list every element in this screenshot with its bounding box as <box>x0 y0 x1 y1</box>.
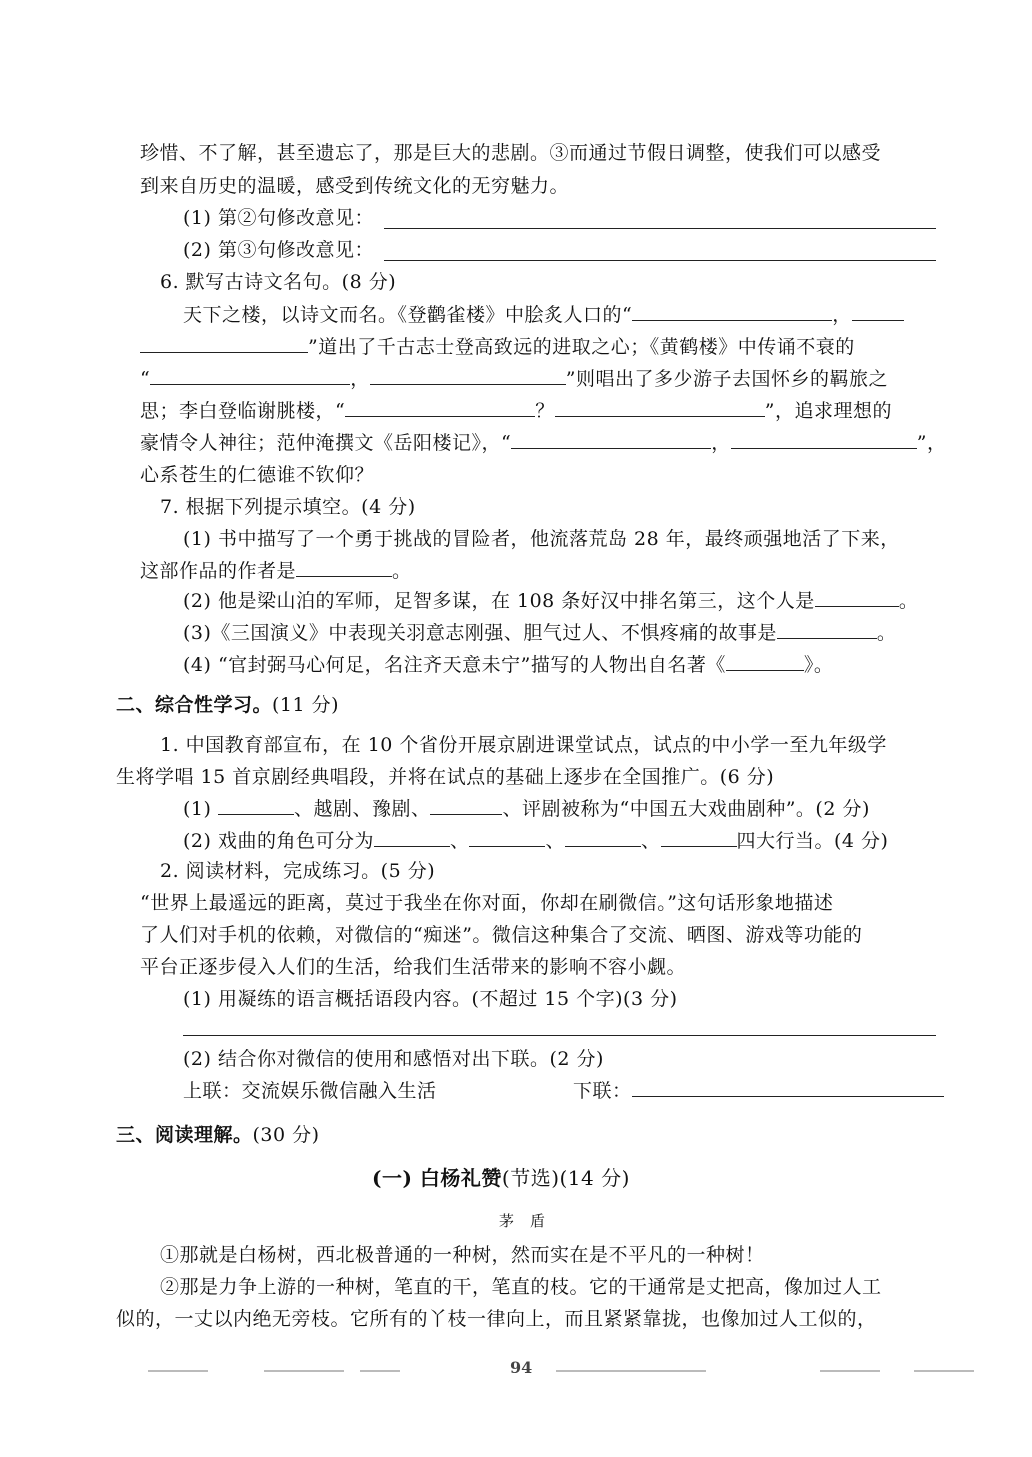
revision-question-1: (1) 第②句修改意见： <box>183 207 374 229</box>
reading-paragraph: ②那是力争上游的一种树，笔直的干，笔直的枝。它的干通常是丈把高，像加过人工 <box>160 1276 882 1298</box>
q6-line-4: 思；李白登临谢朓楼，“ ？ ”，追求理想的 <box>140 400 892 422</box>
q6-line-1: 天下之楼，以诗文而名。《登鹳雀楼》中脍炙人口的“ ， <box>183 302 904 328</box>
q7-item-4: (4) “官封弼马心何足，名注齐天意未宁”描写的人物出自名著《 》。 <box>183 654 834 676</box>
blank[interactable] <box>296 558 392 577</box>
blank[interactable] <box>726 652 804 671</box>
footer-rule <box>820 1370 880 1372</box>
blank[interactable] <box>150 366 350 385</box>
s2-item-2: (2) 戏曲的角色可分为 、 、 、 四大行当。(4 分) <box>183 830 889 852</box>
footer-rule <box>556 1370 706 1372</box>
reading-author: 茅 盾 <box>499 1212 546 1230</box>
material-sub-1: (1) 用凝练的语言概括语段内容。(不超过 15 个字)(3 分) <box>183 988 678 1010</box>
paragraph-line: 到来自历史的温暖，感受到传统文化的无穷魅力。 <box>140 175 570 197</box>
q6-line-6: 心系苍生的仁德谁不钦仰？ <box>140 464 375 486</box>
reading-title: (一) 白杨礼赞(节选)(14 分) <box>372 1166 630 1190</box>
answer-line[interactable] <box>183 1035 936 1036</box>
blank[interactable] <box>370 366 566 385</box>
footer-rule <box>264 1370 344 1372</box>
answer-line[interactable] <box>384 228 936 229</box>
couplet-first-line: 上联：交流娱乐微信融入生活 <box>183 1080 437 1102</box>
reading-paragraph: 似的，一丈以内绝无旁枝。它所有的丫枝一律向上，而且紧紧靠拢，也像加过人工似的， <box>116 1308 877 1330</box>
blank[interactable] <box>374 828 450 847</box>
blank[interactable] <box>731 430 917 449</box>
blank[interactable] <box>661 828 737 847</box>
material-line: 了人们对手机的依赖，对微信的“痴迷”。微信这种集合了交流、晒图、游戏等功能的 <box>140 924 863 946</box>
blank[interactable] <box>815 588 899 607</box>
q7-item-1: (1) 书中描写了一个勇于挑战的冒险者，他流落荒岛 28 年，最终顽强地活了下来， <box>183 528 900 550</box>
section-2-paragraph: 生将学唱 15 首京剧经典唱段，并将在试点的基础上逐步在全国推广。(6 分) <box>116 766 775 788</box>
blank[interactable] <box>565 828 641 847</box>
couplet-second-line: 下联： <box>573 1078 944 1104</box>
q7-item-2: (2) 他是梁山泊的军师，足智多谋，在 108 条好汉中排名第三，这个人是 。 <box>183 590 919 612</box>
footer-rule <box>360 1370 400 1372</box>
question-6-title: 6. 默写古诗文名句。(8 分) <box>160 271 397 293</box>
q6-line-5: 豪情令人神往；范仲淹撰文《岳阳楼记》，“ ， ”， <box>140 432 947 454</box>
blank[interactable] <box>140 334 308 353</box>
material-line: “世界上最遥远的距离，莫过于我坐在你对面，你却在刷微信。”这句话形象地描述 <box>140 892 834 914</box>
revision-question-2: (2) 第③句修改意见： <box>183 239 374 261</box>
blank[interactable] <box>430 796 502 815</box>
blank[interactable] <box>345 398 535 417</box>
section-2-paragraph: 1. 中国教育部宣布，在 10 个省份开展京剧进课堂试点，试点的中小学一至九年级学 <box>160 734 887 756</box>
footer-rule <box>148 1370 208 1372</box>
q6-line-2: ”道出了千古志士登高致远的进取之心；《黄鹤楼》中传诵不衰的 <box>140 334 855 360</box>
blank[interactable] <box>632 302 832 321</box>
s2-item-1: (1) 、越剧、豫剧、 、评剧被称为“中国五大戏曲剧种”。(2 分) <box>183 798 870 820</box>
blank[interactable] <box>469 828 545 847</box>
q6-line-3: “ ， ”则唱出了多少游子去国怀乡的羁旅之 <box>140 368 888 390</box>
blank[interactable] <box>777 620 877 639</box>
section-2-heading: 二、综合性学习。(11 分) <box>116 694 340 716</box>
material-question-title: 2. 阅读材料，完成练习。(5 分) <box>160 860 436 882</box>
page-number: 94 <box>510 1358 533 1377</box>
blank[interactable] <box>632 1078 944 1097</box>
q7-item-1-cont: 这部作品的作者是 。 <box>140 560 412 582</box>
material-sub-2: (2) 结合你对微信的使用和感悟对出下联。(2 分) <box>183 1048 604 1070</box>
blank[interactable] <box>852 302 904 321</box>
section-3-heading: 三、阅读理解。(30 分) <box>116 1124 320 1146</box>
paragraph-line: 珍惜、不了解，甚至遗忘了，那是巨大的悲剧。③而通过节假日调整，使我们可以感受 <box>140 142 882 164</box>
material-line: 平台正逐步侵入人们的生活，给我们生活带来的影响不容小觑。 <box>140 956 687 978</box>
answer-line[interactable] <box>384 260 936 261</box>
q7-item-3: (3)《三国演义》中表现关羽意志刚强、胆气过人、不惧疼痛的故事是 。 <box>183 622 897 644</box>
blank[interactable] <box>511 430 711 449</box>
footer-rule <box>914 1370 974 1372</box>
question-7-title: 7. 根据下列提示填空。(4 分) <box>160 496 416 518</box>
blank[interactable] <box>555 398 765 417</box>
blank[interactable] <box>218 796 294 815</box>
reading-paragraph: ①那就是白杨树，西北极普通的一种树，然而实在是不平凡的一种树！ <box>160 1244 765 1266</box>
